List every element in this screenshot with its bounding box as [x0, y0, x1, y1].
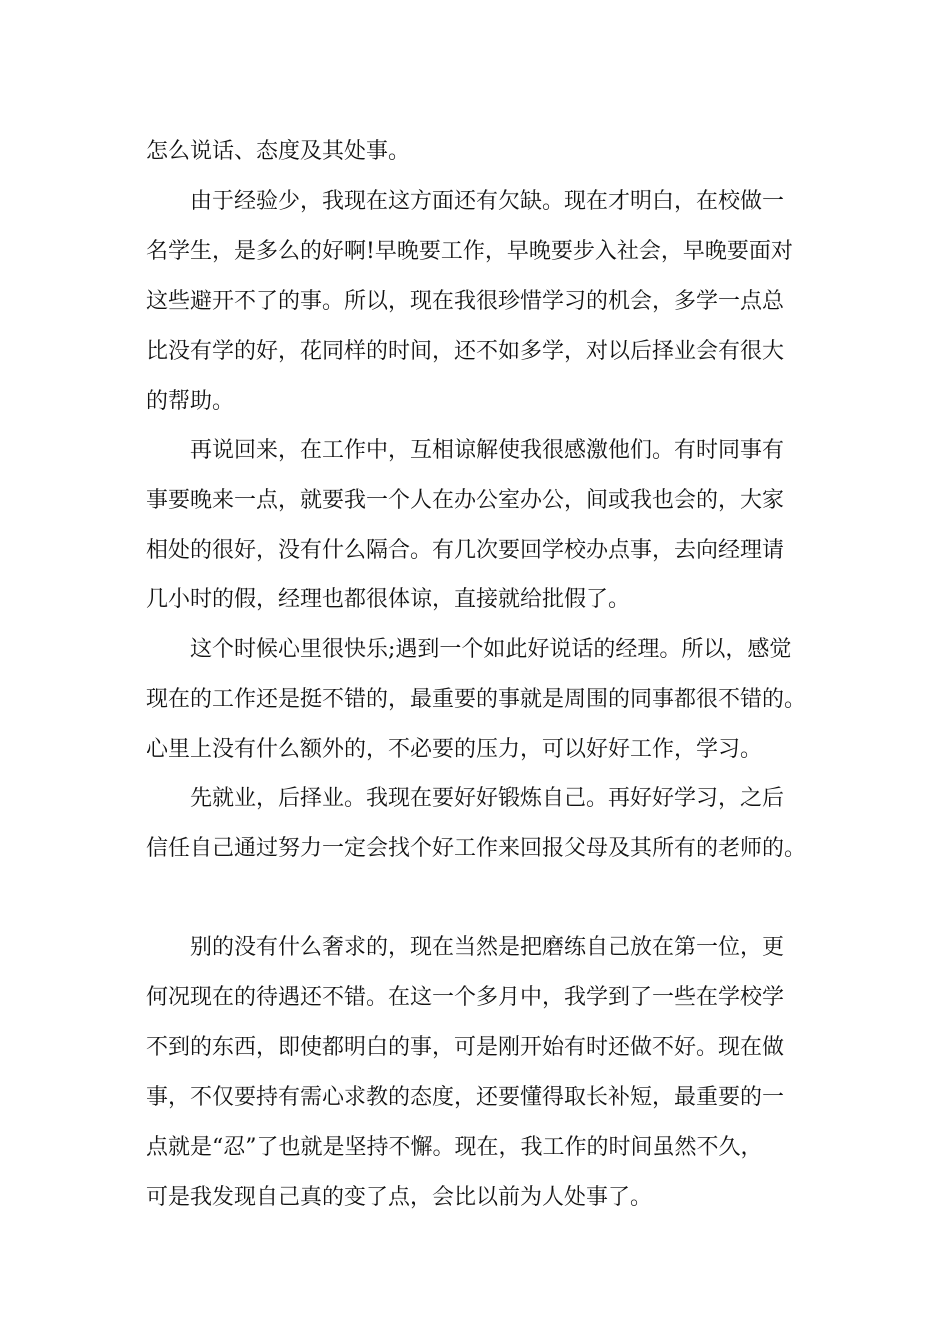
- paragraph-first-line: 别的没有什么奢求的，现在当然是把磨练自己放在第一位，更: [190, 935, 785, 960]
- paragraph-first-line: 由于经验少，我现在这方面还有欠缺。现在才明白，在校做一: [190, 189, 785, 214]
- text-line: 名学生，是多么的好啊!早晚要工作，早晚要步入社会，早晚要面对: [146, 239, 793, 264]
- text-line: 心里上没有什么额外的，不必要的压力，可以好好工作，学习。: [146, 737, 763, 762]
- text-line: 何况现在的待遇还不错。在这一个多月中，我学到了一些在学校学: [146, 985, 785, 1010]
- text-line: 怎么说话、态度及其处事。: [146, 139, 411, 164]
- text-line: 事，不仅要持有需心求教的态度，还要懂得取长补短，最重要的一: [146, 1085, 785, 1110]
- text-line: 这些避开不了的事。所以，现在我很珍惜学习的机会，多学一点总: [146, 289, 785, 314]
- text-line: 现在的工作还是挺不错的，最重要的事就是周围的同事都很不错的。: [146, 687, 807, 712]
- text-line: 的帮助。: [146, 389, 235, 414]
- text-line: 相处的很好，没有什么隔合。有几次要回学校办点事，去向经理请: [146, 538, 785, 563]
- paragraph-first-line: 再说回来，在工作中，互相谅解使我很感激他们。有时同事有: [190, 438, 785, 463]
- text-line: 信任自己通过努力一定会找个好工作来回报父母及其所有的老师的。: [146, 836, 807, 861]
- paragraph-first-line: 先就业，后择业。我现在要好好锻炼自己。再好好学习，之后: [190, 786, 785, 811]
- text-line: 点就是“忍”了也就是坚持不懈。现在，我工作的时间虽然不久，: [146, 1135, 763, 1160]
- text-line: 比没有学的好，花同样的时间，还不如多学，对以后择业会有很大: [146, 339, 785, 364]
- text-line: 事要晚来一点，就要我一个人在办公室办公，间或我也会的，大家: [146, 488, 785, 513]
- text-line: 几小时的假，经理也都很体谅，直接就给批假了。: [146, 587, 631, 612]
- paragraph-first-line: 这个时候心里很快乐;遇到一个如此好说话的经理。所以，感觉: [190, 637, 792, 662]
- text-line: 不到的东西，即使都明白的事，可是刚开始有时还做不好。现在做: [146, 1035, 785, 1060]
- text-line: 可是我发现自己真的变了点，会比以前为人处事了。: [146, 1185, 653, 1210]
